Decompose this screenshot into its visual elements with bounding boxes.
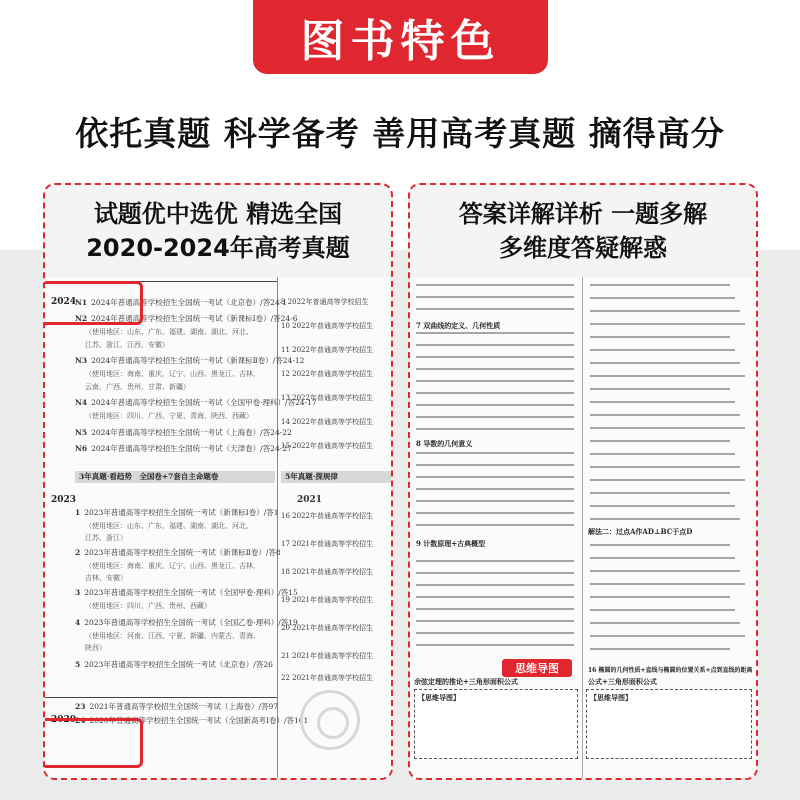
toc-side-entry: 18 2021年普通高等学校招生	[281, 568, 373, 576]
toc-side-entry: 13 2022年普通高等学校招生	[281, 394, 373, 402]
mind-map-label: 【思维导图】	[590, 693, 632, 702]
mind-map-label: 【思维导图】	[418, 693, 460, 702]
region-text: 江苏、浙江）	[85, 534, 127, 542]
toc-entry: N3 2024年普通高等学校招生全国统一考试（新课标Ⅱ卷）/答24-12	[75, 356, 305, 365]
region-text: 云南、广西、贵州、甘肃、新疆）	[85, 383, 190, 391]
section-label: 9 计数原理+古典概型	[416, 539, 486, 548]
answer-page-image	[410, 277, 756, 778]
year-label: 2023	[51, 495, 77, 505]
mind-map-tag: 思维导图	[502, 659, 572, 677]
region-text: 江苏、浙江、江西、安徽）	[85, 341, 169, 349]
year-label: 2021	[297, 495, 323, 505]
region-text: （使用地区：山东、广东、福建、湖南、湖北、河北、	[85, 522, 253, 530]
panel-heading-line2: 多维度答疑解惑	[499, 234, 667, 262]
panel-heading-line2: 2020-2024年高考真题	[86, 234, 350, 262]
toc-side-entry: 17 2021年普通高等学校招生	[281, 540, 373, 548]
toc-side-entry: 12 2022年普通高等学校招生	[281, 370, 373, 378]
section-label: 公式+三角形面积公式	[588, 677, 657, 686]
toc-side-entry: 9 2022年普通高等学校招生	[281, 298, 369, 306]
toc-side-entry: 22 2021年普通高等学校招生	[281, 674, 373, 682]
region-text: （使用地区：山东、广东、福建、湖南、湖北、河北、	[85, 328, 253, 336]
panel-heading	[410, 185, 756, 277]
toc-entry: 3 2023年普通高等学校招生全国统一考试（全国甲卷·理科）/答15	[75, 588, 298, 597]
toc-side-entry: 19 2021年普通高等学校招生	[281, 596, 373, 604]
highlight-box-2024	[43, 281, 143, 325]
toc-side-entry: 11 2022年普通高等学校招生	[281, 346, 373, 354]
toc-entry: N1 2024年普通高等学校招生全国统一考试（北京卷）/答24-1	[75, 298, 288, 307]
toc-entry: 23 2021年普通高等学校招生全国统一考试（上海卷）/答97	[75, 702, 279, 711]
toc-side-entry: 20 2021年普通高等学校招生	[281, 624, 373, 632]
panel-heading-line1: 答案详解详析 一题多解	[458, 200, 708, 228]
target-watermark-icon	[300, 690, 360, 750]
panel-heading	[45, 185, 391, 277]
highlight-box-2020	[43, 718, 143, 768]
region-text: （使用地区：四川、广西、贵州、西藏）	[85, 602, 211, 610]
toc-entry: 24 2020年普通高等学校招生全国统一考试（全国新高考Ⅰ卷）/答101	[75, 716, 309, 725]
mind-map-box	[414, 689, 578, 759]
section-label: 8 导数的几何意义	[416, 439, 473, 448]
toc-entry: 2 2023年普通高等学校招生全国统一考试（新课标Ⅱ卷）/答8	[75, 548, 281, 557]
section-label: 16 椭圆的几何性质+直线与椭圆的位置关系+点到直线的距离	[588, 667, 753, 674]
region-text: （使用地区：四川、广西、宁夏、青海、陕西、西藏）	[85, 412, 253, 420]
toc-entry: 5 2023年普通高等学校招生全国统一考试（北京卷）/答26	[75, 660, 273, 669]
mind-map-box	[586, 689, 752, 759]
feature-panel-right	[408, 183, 758, 780]
toc-side-entry: 15 2022年普通高等学校招生	[281, 442, 373, 450]
toc-entry: N5 2024年普通高等学校招生全国统一考试（上海卷）/答24-22	[75, 428, 292, 437]
toc-side-entry: 14 2022年普通高等学校招生	[281, 418, 373, 426]
year-label: 2024	[51, 297, 77, 307]
region-text: 陕西）	[85, 644, 106, 652]
page-subtitle: 依托真题 科学备考 善用高考真题 摘得高分	[75, 114, 725, 153]
region-text: （使用地区：海南、重庆、辽宁、山西、黑龙江、吉林、	[85, 562, 260, 570]
feature-panel-left	[43, 183, 393, 780]
rule	[45, 697, 277, 698]
section-label: 解法二：过点A作AD⊥BC于点D	[588, 527, 693, 536]
region-text: 吉林、安徽）	[85, 574, 127, 582]
toc-entry: 4 2023年普通高等学校招生全国统一考试（全国乙卷·理科）/答19	[75, 618, 298, 627]
toc-entry: N4 2024年普通高等学校招生全国统一考试（全国甲卷·理科）/答24-17	[75, 398, 317, 407]
section-label: 余弦定理的推论+三角形面积公式	[414, 677, 518, 686]
section-label: 7 双曲线的定义、几何性质	[416, 321, 501, 330]
region-text: （使用地区：海南、重庆、辽宁、山西、黑龙江、吉林、	[85, 370, 260, 378]
toc-side-entry: 16 2022年普通高等学校招生	[281, 512, 373, 520]
section-bar-right: 5年真题·探规律	[281, 471, 391, 483]
year-label: 2020	[51, 715, 77, 725]
toc-side-entry: 10 2022年普通高等学校招生	[281, 322, 373, 330]
page-title: 图书特色	[253, 0, 548, 74]
section-bar: 3年真题·看趋势 全国卷+7套自主命题卷	[75, 471, 275, 483]
toc-entry: 1 2023年普通高等学校招生全国统一考试（新课标Ⅰ卷）/答1	[75, 508, 279, 517]
panel-heading-line1: 试题优中选优 精选全国	[93, 200, 343, 228]
toc-entry: N6 2024年普通高等学校招生全国统一考试（天津卷）/答24-27	[75, 444, 292, 453]
toc-entry: N2 2024年普通高等学校招生全国统一考试（新课标Ⅰ卷）/答24-6	[75, 314, 298, 323]
toc-side-entry: 21 2021年普通高等学校招生	[281, 652, 373, 660]
region-text: （使用地区：河南、江西、宁夏、新疆、内蒙古、青海、	[85, 632, 260, 640]
